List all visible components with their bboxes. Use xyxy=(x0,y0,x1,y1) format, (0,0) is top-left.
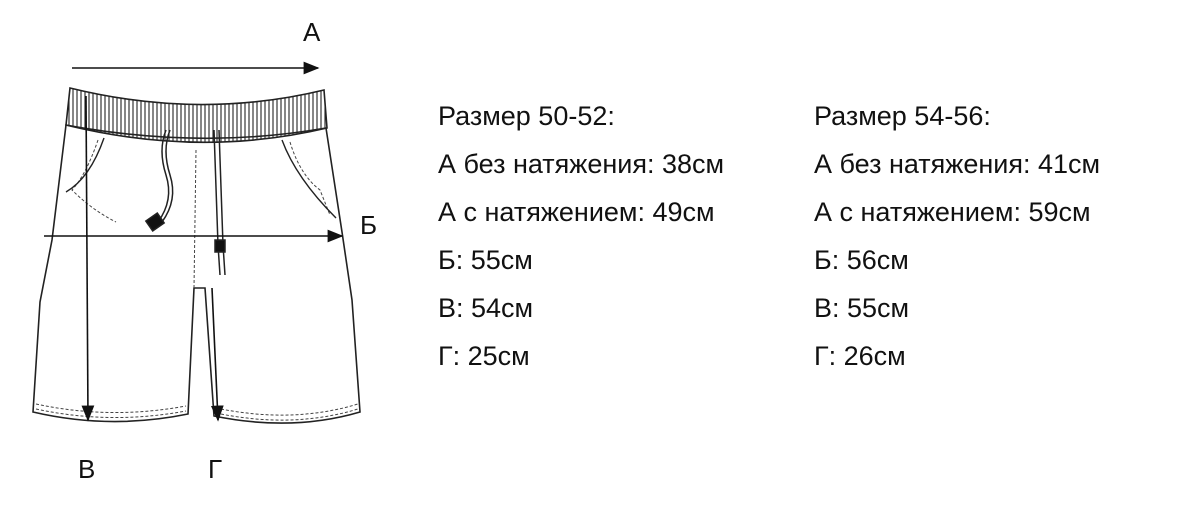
spec-d: Г: 25см xyxy=(438,341,530,371)
spec-b: Б: 55см xyxy=(438,245,533,275)
size-title: Размер 50-52: xyxy=(438,101,615,131)
spec-a-relaxed: А без натяжения: 38см xyxy=(438,149,725,179)
dimension-c-label: В xyxy=(78,454,96,484)
shorts-outline xyxy=(33,125,360,423)
size-column-50-52 xyxy=(438,92,724,380)
size-column-54-56 xyxy=(814,92,1100,380)
spec-a-stretched: А с натяжением: 49см xyxy=(438,197,715,227)
size-title: Размер 54-56: xyxy=(814,101,991,131)
spec-c: В: 54см xyxy=(438,293,534,323)
dimension-a-label: А xyxy=(303,17,321,47)
spec-a-relaxed: А без натяжения: 41см xyxy=(814,149,1101,179)
spec-b: Б: 56см xyxy=(814,245,909,275)
shorts-diagram xyxy=(0,0,400,532)
spec-c: В: 55см xyxy=(814,293,910,323)
dimension-d-label: Г xyxy=(208,454,223,484)
spec-a-stretched: А с натяжением: 59см xyxy=(814,197,1091,227)
spec-d: Г: 26см xyxy=(814,341,906,371)
dimension-b-label: Б xyxy=(360,210,378,240)
